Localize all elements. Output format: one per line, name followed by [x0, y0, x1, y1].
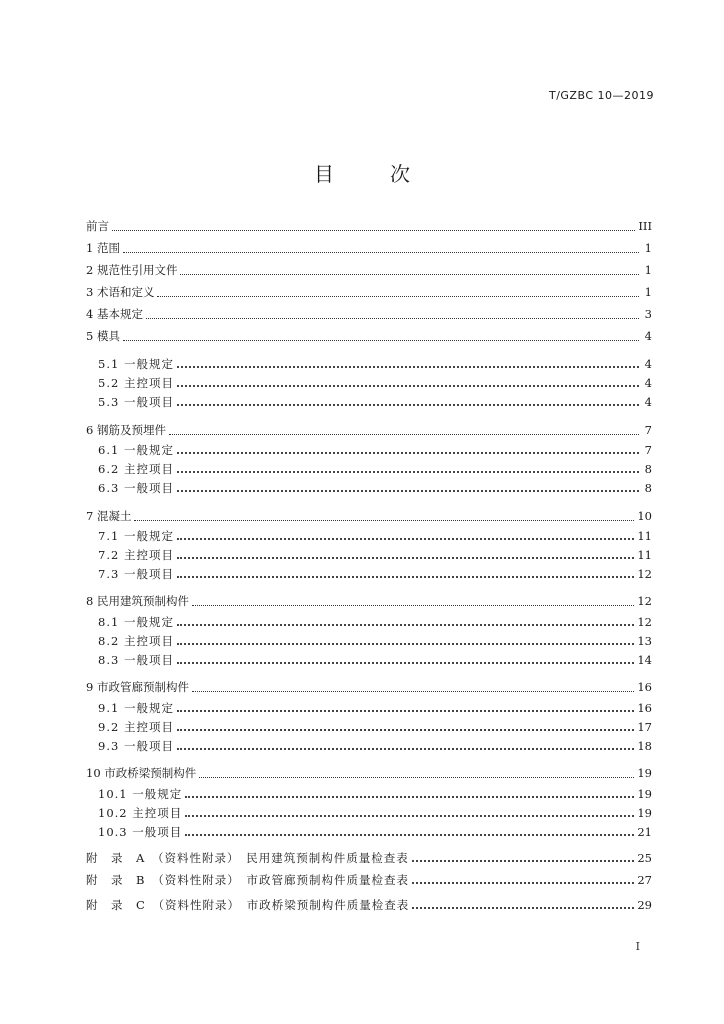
- toc-leader-dots: [412, 907, 634, 909]
- toc-entry-page: 1: [644, 241, 652, 255]
- toc-entry-label: 8 民用建筑预制构件: [86, 594, 189, 608]
- toc-entry[interactable]: [98, 565, 652, 583]
- toc-leader-dots: [123, 340, 639, 341]
- toc-entry-label: 1 范围: [86, 241, 120, 255]
- toc-entry-label: 5.1 一般规定: [98, 357, 174, 371]
- toc-entry-page: 3: [644, 307, 652, 321]
- toc-entry-page: 19: [637, 766, 652, 780]
- toc-entry-label: 7.3 一般项目: [98, 567, 174, 581]
- toc-entry[interactable]: [86, 849, 652, 867]
- toc-entry-page: 19: [637, 787, 652, 801]
- toc-entry-label: 7.1 一般规定: [98, 529, 174, 543]
- toc-leader-dots: [412, 860, 635, 862]
- toc-entry[interactable]: [86, 507, 652, 525]
- toc-entry[interactable]: [86, 217, 652, 235]
- toc-entry-label: 附 录 B （资料性附录） 市政管廊预制构件质量检查表: [86, 873, 409, 887]
- toc-entry-label: 6 钢筋及预埋件: [86, 423, 166, 437]
- toc-entry[interactable]: [98, 651, 652, 669]
- toc-leader-dots: [177, 748, 634, 750]
- toc-entry[interactable]: [86, 283, 652, 301]
- toc-entry-label: 9.1 一般规定: [98, 701, 174, 715]
- toc-entry-page: 25: [637, 851, 652, 865]
- toc-entry-page: 16: [637, 701, 652, 715]
- toc-leader-dots: [177, 385, 639, 387]
- toc-entry-page: 21: [637, 825, 652, 839]
- toc-entry[interactable]: [98, 393, 652, 411]
- toc-entry-page: 4: [644, 395, 652, 409]
- toc-leader-dots: [146, 318, 639, 319]
- toc-entry-label: 6.2 主控项目: [98, 462, 174, 476]
- toc-leader-dots: [112, 230, 635, 231]
- toc-entry-page: 18: [637, 739, 652, 753]
- toc-leader-dots: [199, 777, 634, 778]
- toc-entry[interactable]: [98, 355, 652, 373]
- toc-entry[interactable]: [86, 871, 652, 889]
- toc-leader-dots: [177, 490, 639, 492]
- toc-entry-page: 11: [637, 529, 652, 543]
- toc-entry-page: III: [638, 219, 652, 233]
- toc-entry-page: 4: [644, 329, 652, 343]
- toc-entry[interactable]: [98, 785, 652, 803]
- toc-entry[interactable]: [98, 374, 652, 392]
- toc-entry[interactable]: [98, 632, 652, 650]
- toc-entry[interactable]: [98, 823, 652, 841]
- toc-entry-label: 6.3 一般项目: [98, 481, 174, 495]
- toc-entry[interactable]: [98, 460, 652, 478]
- toc-entry-label: 9.2 主控项目: [98, 720, 174, 734]
- toc-entry[interactable]: [98, 527, 652, 545]
- toc-entry[interactable]: [98, 441, 652, 459]
- toc-entry-page: 1: [644, 285, 652, 299]
- toc-entry[interactable]: [98, 699, 652, 717]
- toc-entry-page: 7: [644, 423, 652, 437]
- toc-entry-label: 7 混凝土: [86, 509, 132, 523]
- standard-code: T/GZBC 10—2019: [548, 89, 654, 102]
- toc-entry[interactable]: [98, 804, 652, 822]
- toc-entry-label: 5 模具: [86, 329, 120, 343]
- toc-entry[interactable]: [86, 678, 652, 696]
- toc-entry-page: 10: [637, 509, 652, 523]
- toc-entry-page: 7: [644, 443, 652, 457]
- toc-entry-label: 3 术语和定义: [86, 285, 155, 299]
- toc-entry-page: 29: [637, 898, 652, 912]
- toc-leader-dots: [177, 662, 634, 664]
- toc-leader-dots: [177, 538, 634, 540]
- toc-entry[interactable]: [86, 764, 652, 782]
- toc-entry-label: 10 市政桥梁预制构件: [86, 766, 197, 780]
- toc-entry-label: 8.2 主控项目: [98, 634, 174, 648]
- toc-entry-page: 11: [637, 548, 652, 562]
- toc-leader-dots: [192, 691, 634, 692]
- toc-entry[interactable]: [86, 592, 652, 610]
- toc-entry[interactable]: [86, 327, 652, 345]
- toc-entry-page: 8: [644, 462, 652, 476]
- toc-entry-page: 16: [637, 680, 652, 694]
- toc-leader-dots: [177, 710, 634, 712]
- toc-entry-page: 4: [644, 357, 652, 371]
- toc-entry-page: 27: [637, 873, 652, 887]
- toc-leader-dots: [192, 605, 634, 606]
- toc-entry-label: 附 录 C （资料性附录） 市政桥梁预制构件质量检查表: [86, 898, 410, 912]
- toc-entry-page: 14: [637, 653, 652, 667]
- toc-entry-page: 12: [637, 567, 652, 581]
- toc-leader-dots: [177, 729, 634, 731]
- toc-entry-label: 5.3 一般项目: [98, 395, 174, 409]
- toc-leader-dots: [177, 366, 639, 368]
- toc-entry-label: 7.2 主控项目: [98, 548, 174, 562]
- toc-leader-dots: [177, 557, 634, 559]
- toc-entry[interactable]: [98, 546, 652, 564]
- toc-entry-page: 19: [637, 806, 652, 820]
- toc-entry-page: 12: [637, 615, 652, 629]
- toc-entry-label: 6.1 一般规定: [98, 443, 174, 457]
- toc-entry[interactable]: [86, 239, 652, 257]
- toc-entry[interactable]: [98, 479, 652, 497]
- toc-entry[interactable]: [86, 305, 652, 323]
- toc-entry[interactable]: [98, 718, 652, 736]
- toc-leader-dots: [177, 576, 634, 578]
- toc-entry-label: 9 市政管廊预制构件: [86, 680, 189, 694]
- page-title: 目 次: [314, 162, 428, 186]
- toc-entry-label: 8.3 一般项目: [98, 653, 174, 667]
- toc-entry[interactable]: [98, 613, 652, 631]
- toc-leader-dots: [180, 274, 639, 275]
- toc-entry[interactable]: [86, 261, 652, 279]
- toc-leader-dots: [185, 796, 634, 798]
- toc-entry-page: 4: [644, 376, 652, 390]
- toc-entry-label: 8.1 一般规定: [98, 615, 174, 629]
- toc-entry-label: 10.1 一般规定: [98, 787, 183, 801]
- toc-entry-page: 1: [644, 263, 652, 277]
- toc-entry-label: 2 规范性引用文件: [86, 263, 178, 277]
- toc-leader-dots: [412, 882, 634, 884]
- toc-entry[interactable]: [86, 896, 652, 914]
- toc-entry-label: 4 基本规定: [86, 307, 143, 321]
- toc-entry[interactable]: [98, 737, 652, 755]
- toc-entry-page: 8: [644, 481, 652, 495]
- toc-leader-dots: [134, 520, 634, 521]
- toc-leader-dots: [177, 471, 639, 473]
- toc-leader-dots: [169, 434, 639, 435]
- toc-entry-page: 17: [637, 720, 652, 734]
- toc-leader-dots: [157, 296, 639, 297]
- toc-entry[interactable]: [86, 421, 652, 439]
- toc-leader-dots: [123, 252, 639, 253]
- toc-leader-dots: [177, 643, 634, 645]
- toc-leader-dots: [177, 452, 639, 454]
- toc-entry-label: 5.2 主控项目: [98, 376, 174, 390]
- toc-entry-page: 12: [637, 594, 652, 608]
- toc-entry-page: 13: [637, 634, 652, 648]
- toc-leader-dots: [177, 404, 639, 406]
- toc-leader-dots: [177, 624, 634, 626]
- page-number: I: [635, 940, 640, 953]
- toc-entry-label: 附 录 A （资料性附录） 民用建筑预制构件质量检查表: [86, 851, 409, 865]
- toc-entry-label: 9.3 一般项目: [98, 739, 174, 753]
- toc-entry-label: 前言: [86, 219, 109, 233]
- toc-entry-label: 10.2 主控项目: [98, 806, 183, 820]
- toc-entry-label: 10.3 一般项目: [98, 825, 183, 839]
- toc-leader-dots: [185, 815, 634, 817]
- toc-leader-dots: [185, 834, 634, 836]
